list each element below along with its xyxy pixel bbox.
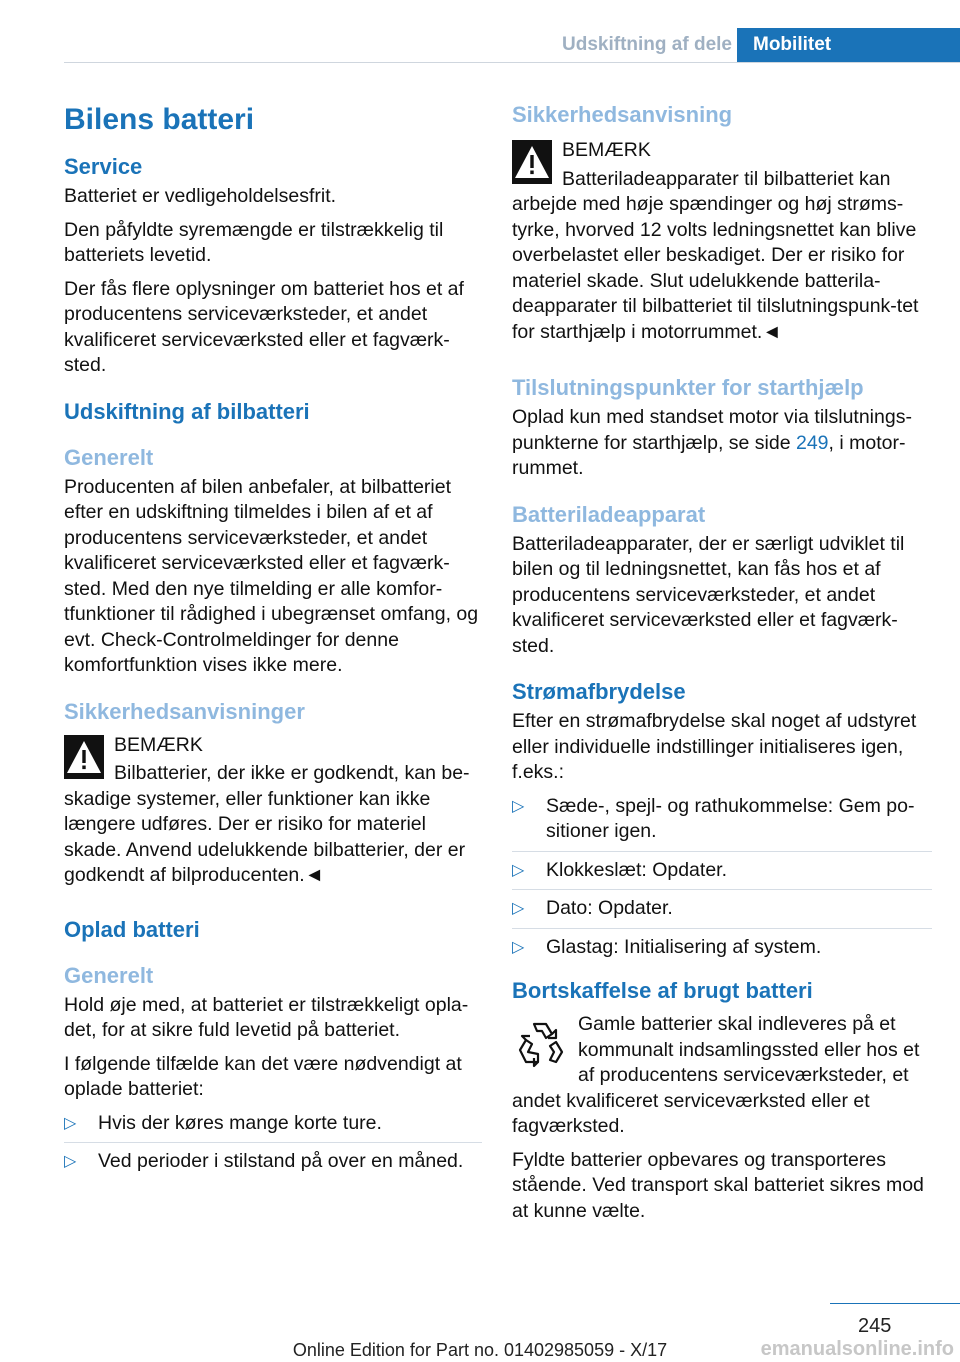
header-section-label: Udskiftning af dele [562,34,732,55]
list-item: ▷ Ved perioder i stilstand på over en måned. [64,1149,482,1181]
right-safety-heading: Sikkerhedsanvisning [512,102,733,127]
bullet-triangle-icon: ▷ [512,797,525,815]
page-ref-link[interactable]: 249 [795,431,829,454]
bullet-triangle-icon: ▷ [64,1114,77,1132]
bullet-triangle-icon: ▷ [512,861,525,879]
list-item: ▷ Sæde-, spejl- og rathukommelse: Gem po‐sitioner igen. [512,794,932,852]
charge-heading: Oplad batteri [64,916,200,942]
charger-heading: Batteriladeapparat [512,501,706,527]
header-rule [64,62,960,63]
disposal-para-2: Fyldte batterier opbevares og transporteres stående. Ved transport skal batteriet sikres mod at kunne vælte. [512,1148,924,1222]
list-item: ▷ Dato: Opdater. [512,896,932,929]
disposal-heading: Bortskaffelse af brugt batteri [512,978,813,1003]
service-heading: Service [64,154,143,179]
notice-text: skadige systemer, eller funktioner kan ikke længere udføres. Der er risiko for materiel skade. Anvend udelukkende bilbatterier, der er godkendt af bilproducenten.◄ [64,787,466,886]
outage-para: Efter en strømafbrydelse skal noget af udstyret eller individuelle indstillinger initialiseres igen, f.eks.: [512,710,917,783]
notice-text: arbejde med høje spændinger og høj strøms‐tyrke, hvorved 12 volts ledningsnettet kan blive overbelastet eller beskadiget. Der er risiko for materiel skade. Slut udelukkende batterila‐deapparater til bilbatteriet til tilslutningspunk‐tet for starthjælp i motorrummet.◄ [512,193,919,343]
general-heading: Generelt [64,444,154,470]
disposal-block [512,1012,932,1224]
bullet-triangle-icon: ▷ [64,1153,77,1170]
charge-para-2: I følgende tilfælde kan det være nødvendigt at oplade batteriet: [64,1052,462,1100]
jump-para: Oplad kun med standset motor via tilslutnings‐punkterne for starthjælp, se side 249, i motor‐rummet. [512,406,912,479]
footer-rule [830,1303,960,1304]
outage-bullet-list [512,794,932,967]
list-item: ▷ Glastag: Initialisering af system. [512,935,932,967]
service-para-3: Der fås flere oplysninger om batteriet hos et af producentens serviceværksteder, et andet kvalificeret serviceværksted eller et fagværksted. [64,277,464,376]
bullet-triangle-icon: ▷ [512,900,525,917]
right-column [512,100,932,1232]
charge-para-1: Hold øje med, at batteriet er tilstrækkeligt opla‐det, for at sikre fuld levetid på batteriet. [64,993,469,1041]
service-para-2: Den påfyldte syremængde er tilstrækkelig til batteriets levetid. [64,218,444,266]
disposal-para-1: Gamle batterier skal indleveres på et kommunalt indsamlingssted eller hos et af producentens serviceværksteder, et andet kvalificeret serviceværksted eller et fagværksted. [512,1013,920,1137]
notice-box [64,733,482,889]
service-para-1: Batteriet er vedligeholdelsesfrit. [64,185,337,207]
notice-title: BEMÆRK [562,139,651,161]
watermark: emanualsonline.info [760,1338,954,1360]
replace-heading: Udskiftning af bilbatteri [64,398,310,424]
page-title: Bilens batteri [64,103,255,136]
warning-triangle-icon [64,735,104,779]
list-item: ▷ Hvis der køres mange korte ture. [64,1111,482,1144]
warning-triangle-icon [512,140,552,184]
outage-heading: Strømafbrydelse [512,679,686,704]
page-number: 245 [858,1315,892,1337]
bullet-triangle-icon: ▷ [512,938,525,956]
header-chapter-tab: Mobilitet [737,28,960,62]
charge-general-heading: Generelt [64,962,154,988]
list-item: ▷ Klokkeslæt: Opdater. [512,858,932,891]
charger-para: Batteriladeapparater, der er særligt udviklet til bilen og til ledningsnettet, kan fås hos et af producentens serviceværksteder, et andet kvalificeret serviceværksted eller et fagværksted. [512,532,905,657]
left-column [64,100,482,1187]
safety-heading: Sikkerhedsanvisninger [64,698,305,724]
notice-first-line: Batteriladeapparater til bilbatteriet kan [562,167,891,190]
notice-title: BEMÆRK [114,733,203,756]
general-para: Producenten af bilen anbefaler, at bilbatteriet efter en udskiftning tilmeldes i bilen af et af producentens serviceværksteder, et andet kvalificeret serviceværksted eller et fagværksted. Med den nye tilmelding er alle komfortfunktioner til rådighed i ubegrænset omfang, og evt. Check-Controlmeldinger for denne komfortfunktion vises ikke mere. [64,475,479,676]
notice-first-line: Bilbatterier, der ikke er godkendt, kan be‐ [114,762,470,784]
charge-bullet-list [64,1111,482,1181]
jump-heading: Tilslutningspunkter for starthjælp [512,375,864,400]
recycle-icon [512,1016,568,1072]
footer-edition: Online Edition for Part no. 01402985059 - X/17 [292,1340,668,1360]
notice-box [512,138,932,345]
